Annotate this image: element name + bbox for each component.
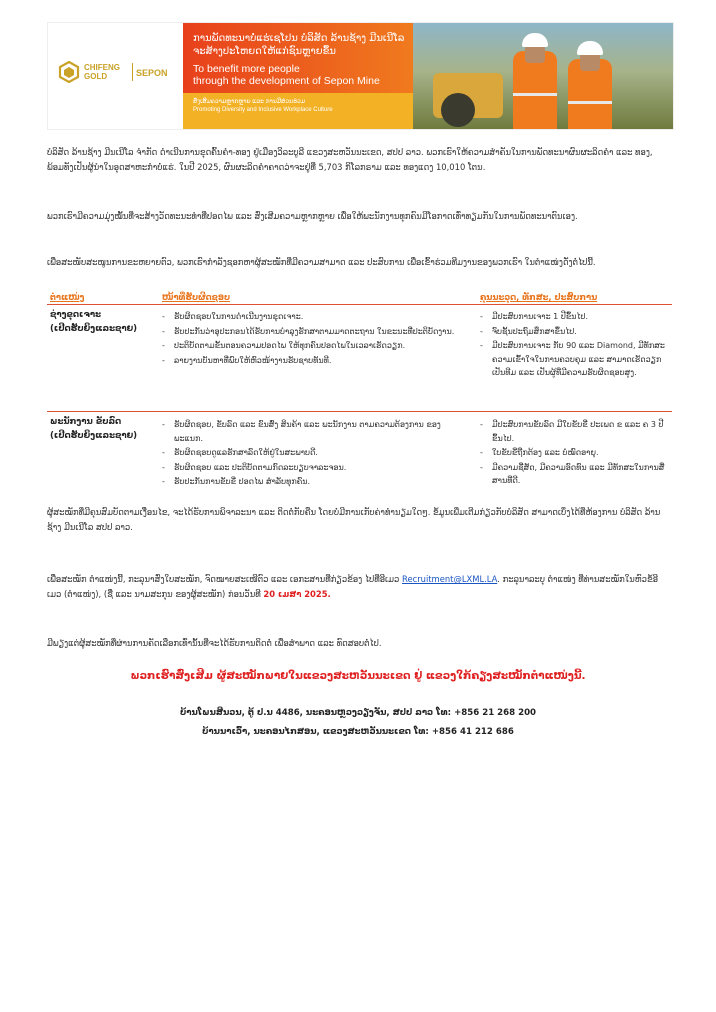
position-subtitle-line: (ເປີດຮັບຍິງແລະຊາຍ) <box>50 324 138 334</box>
list-item: - ຈົບຊັ້ນປະຖົມສຶກສາຂຶ້ນໄປ. <box>480 325 670 339</box>
table-header-position: ຕຳແໜ່ງ <box>50 292 85 302</box>
logo-text: CHIFENG GOLD <box>84 63 120 81</box>
logo-area <box>48 23 183 129</box>
photo-face-2 <box>580 53 600 71</box>
table-header-divider <box>47 304 672 305</box>
header-banner <box>47 22 674 130</box>
intro-paragraph-2: ພວກເຮົາມີຄວາມມຸ່ງໝັ້ນທີ່ຈະສ້າງວັດທະນະທຳທີ່ປອດໄພ ແລະ ສົ່ງເສີມຄວາມຫຼາກຫຼາຍ ເພື່ອໃຫ້ພະນັກງານທຸກຄົນມີໂອກາດເທົ່າທຽມກັນໃນການພັດທະນາຕົນເອງ. <box>47 211 578 221</box>
logo-divider <box>132 63 133 81</box>
apply-text-before: ເພື່ອສະໝັກ ຕຳແໜ່ງນີ້, ກະລຸນາສົ່ງໃບສະໝັກ, ຈົດໝາຍສະເໜີຕົວ ແລະ ເອກະສານທີ່ກ່ຽວຂ້ອງ ໄປທີ່ອີເມວ <box>47 574 402 584</box>
list-item: - ປະຕິບັດຕາມຂັ້ນຕອນຄວາມປອດໄພ ໃຫ້ທຸກຄົນປອດໄພໃນເວລາເຮັດວຽກ. <box>162 339 467 353</box>
list-item: - ມີປະສົບການເຈາະ 1 ປີຂຶ້ນໄປ. <box>480 310 670 324</box>
banner-tagline <box>193 98 333 114</box>
position-title-driver <box>50 415 137 443</box>
banner-en-headline <box>193 63 380 87</box>
worker-2-reflective-stripe <box>568 101 612 104</box>
photo-wheel <box>441 93 475 127</box>
list-item: - ລາຍງານບັນຫາທີ່ພົບໃຫ້ຫົວໜ້າງານຮັບຊາບທັນທີ. <box>162 354 467 368</box>
banner-tagline-lao: ສົ່ງເສີມຄວາມຫຼາກຫຼາຍ ແລະ ການມີສ່ວນຮ່ວມ <box>193 99 306 105</box>
table-header-duties: ໜ້າທີ່ຮັບຜິດຊອບ <box>162 292 231 302</box>
position-title-line: ຊ່າງຂຸດເຈາະ <box>50 310 101 320</box>
address-vientiane: ບ້ານໂພນສີນວນ, ຕູ້ ປ.ນ 4486, ນະຄອນຫຼວງວຽງຈັນ, ສປປ ລາວ ໂທ: +856 21 268 200 <box>179 708 537 718</box>
apply-text-middle: . ກະລຸນາລະບຸ ຕຳແໜ່ງ ທີ່ທ່ານສະໝັກໃນຫົວຂໍ້ອີເມວ (ຕຳແໜ່ງ), (ຊື່ ແລະ ນາມສະກຸນ ຂອງຜູ້ສະໝັກ) ກ່ອນວັນທີ <box>47 574 658 599</box>
note-paragraph: ຜູ້ສະໝັກທີ່ມີຄຸນສົມບັດຕາມເງື່ອນໄຂ, ຈະໄດ້ຮັບການພິຈາລະນາ ແລະ ຕິດຕໍ່ກັບຄືນ ໂດຍບໍ່ມີການເກັບຄ່າທຳນຽມໃດໆ. ຂໍ້ມູນເພີ່ມເຕີມກ່ຽວກັບບໍລິສັດ ສາມາດເບິ່ງໄດ້ທີ່ຫ້ອງການ ບໍລິສັດ ລ້ານຊ້າງ ມີນເນີໂລ ສປປ ລາວ. <box>47 507 661 532</box>
position-subtitle-line: (ເປີດຮັບຍິງແລະຊາຍ) <box>50 431 138 441</box>
intro-paragraph-1: ບໍລິສັດ ລ້ານຊ້າງ ມີນເນີໂລ ຈຳກັດ ດຳເນີນການຂຸດຄົ້ນຄຳ-ທອງ ຢູ່ເມືອງວິລະບູລີ ແຂວງສະຫວັນນະເຂດ, ສປປ ລາວ. ພວກເຮົາໃຫ້ຄວາມສຳຄັນໃນການພັດທະນາຜົນຜະລິດຄຳ ແລະ ທອງ, ພ້ອມທັງເປັນຜູ້ນຳໃນອຸດສາຫະກຳບໍ່ແຮ່. ໃນປີ 2025, ຜົນຜະລິດຄຳຄາດວ່າຈະຢູ່ທີ່ 5,703 ກິໂລກຣາມ ແລະ ທອງແດງ 10,010 ໂຕນ. <box>47 147 653 172</box>
logo-sepon: SEPON <box>136 68 168 78</box>
address-savannakhet: ບ້ານນາເວົ້າ, ນະຄອນໄກສອນ, ແຂວງສະຫວັນນະເຂດ ໂທ: +856 41 212 686 <box>202 727 514 737</box>
banner-en-line-1: To benefit more people <box>193 63 300 75</box>
list-item: - ຮັບຜິດຊອບ ແລະ ປະຕິບັດຕາມກົດລະບຽບຈາລະຈອນ. <box>162 461 467 475</box>
photo-face-1 <box>525 45 545 63</box>
shortlist-paragraph: ມີພຽງແຕ່ຜູ້ສະໝັກທີ່ຜ່ານການຄັດເລືອກເທົ່ານັ້ນທີ່ຈະໄດ້ຮັບການຕິດຕໍ່ ເພື່ອສຳພາດ ແລະ ທົດສອບຕໍ່ໄປ. <box>47 638 382 648</box>
recruitment-email-link[interactable]: Recruitment@LXML.LA <box>402 574 498 584</box>
banner-photo <box>413 23 673 129</box>
banner-en-line-2: through the development of Sepon Mine <box>193 75 380 87</box>
list-item: - ໃບຂັບຂີ່ຖືກຕ້ອງ ແລະ ບໍ່ໝົດອາຍຸ. <box>480 446 670 460</box>
duties-list-driller <box>162 310 467 368</box>
intro-paragraph-3: ເພື່ອສະໜັບສະໜູນການຂະຫຍາຍຕົວ, ພວກເຮົາກຳລັງຊອກຫາຜູ້ສະໝັກທີ່ມີຄວາມສາມາດ ແລະ ປະສົບການ ເພື່ອເຂົ້າຮ່ວມທີມງານຂອງພວກເຮົາ ໃນຕຳແໜ່ງດັ່ງຕໍ່ໄປນີ້. <box>47 257 596 267</box>
worker-1-reflective-stripe <box>513 93 557 96</box>
chifeng-logo-icon <box>58 61 80 83</box>
banner-tagline-en: Promoting Diversity and Inclusive Workplace Culture <box>193 107 333 113</box>
qualifications-list-driver <box>480 418 670 489</box>
encourage-line: ພວກເຮົາສົ່ງເສີມ ຜູ້ສະໝັກພາຍໃນແຂວງສະຫວັນນະເຂດ ຢູ່ ແຂວງໃກ້ຄຽງສະໝັກຕຳແໜ່ງນີ້. <box>130 670 586 682</box>
photo-helmet-1 <box>522 33 548 47</box>
list-item: - ມີປະສົບການເຈາະ ກັບ 90 ແລະ Diamond, ມີທັກສະຄວາມເຂົ້າໃຈໃນການຄວບຄຸມ ແລະ ສາມາດເຮັດວຽກເປັນທີມ ແລະ ເປັນຜູ້ທີ່ມີຄວາມຮັບຜິດຊອບສູງ. <box>480 339 670 380</box>
position-title-driller <box>50 308 137 336</box>
table-header-qualifications: ຄຸນນະວຸດ, ທັກສະ, ປະສົບການ <box>480 292 598 302</box>
list-item: - ມີປະສົບການຂັບລົດ ມີໃບຂັບຂີ່ ປະເພດ ຂ ແລະ ຄ 3 ປີຂຶ້ນໄປ. <box>480 418 670 445</box>
duties-list-driver <box>162 418 467 490</box>
qualifications-list-driller <box>480 310 670 381</box>
list-item: - ຮັບປະກັນການຂັບຂີ່ ປອດໄພ ສຳລັບທຸກຄົນ. <box>162 475 467 489</box>
apply-deadline: 20 ເມສາ 2025. <box>263 589 331 599</box>
list-item: - ຮັບຜິດຊອບ, ຂັບລົດ ແລະ ຂົນສົ່ງ ສິນຄ້າ ແລະ ພະນັກງານ ຕາມຄວາມຕ້ອງການ ຂອງພະແນກ. <box>162 418 467 445</box>
position-title-line: ພະນັກງານ ຂັບລົດ <box>50 417 122 427</box>
banner-lao-headline: ການພັດທະນາບໍ່ແຮ່ເຊໂປນ ບໍລິສັດ ລ້ານຊ້າງ ມີນເນີໂລ ຈະສ້າງປະໂຫຍດໃຫ້ແກ່ຊົນຫຼາຍຂຶ້ນ <box>193 33 405 57</box>
list-item: - ຮັບຜິດຊອບໃນການດຳເນີນງານຂຸດເຈາະ. <box>162 310 467 324</box>
list-item: - ຮັບປະກັນວ່າອຸປະກອນໄດ້ຮັບການບຳລຸງຮັກສາຕາມມາດຕະຖານ ໃນຂະນະທີ່ປະຕິບັດງານ. <box>162 325 467 339</box>
apply-paragraph <box>47 572 672 602</box>
list-item: - ຮັບຜິດຊອບດູແລຮັກສາລົດໃຫ້ຢູ່ໃນສະພາບດີ. <box>162 446 467 460</box>
table-row-divider <box>47 411 672 412</box>
banner-headline-panel <box>183 23 413 129</box>
photo-helmet-2 <box>577 41 603 55</box>
list-item: - ມີຄວາມຊື່ສັດ, ມີຄວາມອົດທົນ ແລະ ມີທັກສະໃນການສື່ສານທີ່ດີ. <box>480 461 670 488</box>
